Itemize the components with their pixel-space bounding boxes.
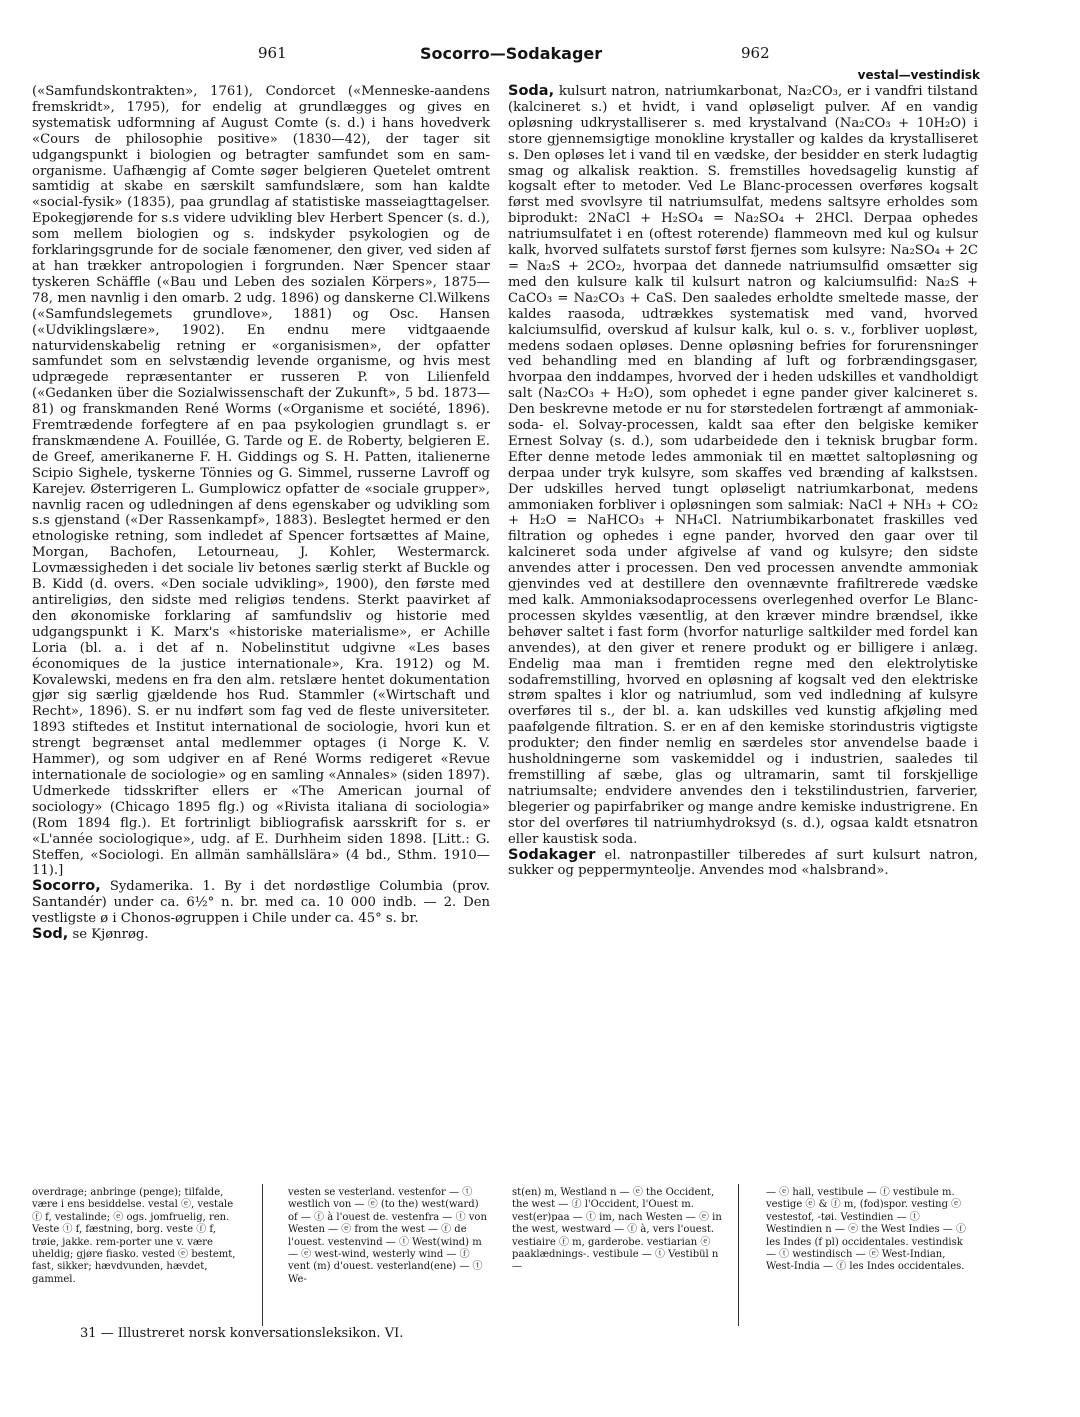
page-number-right: 962	[741, 44, 770, 62]
footer-divider	[262, 1184, 263, 1326]
headword-sod: Sod,	[32, 926, 69, 943]
headword-socorro: Socorro,	[32, 878, 101, 895]
headword-sodakager: Sodakager	[508, 846, 596, 863]
footer-col-4-text: — ⓔ hall, vestibule — ⓕ vestibule m. vestige ⓔ & ⓕ m, (fod)spor. vesting ⓔ vestestof, -tøi. Vestindien — ⓣ Westindien n — ⓔ the West Indies — ⓕ les Indes (f pl) occidentales. vestindisk — ⓣ westindisch — ⓔ West-Indian, West-India — ⓕ les Indes occidentales.	[766, 1187, 966, 1273]
entry-sodakager	[508, 848, 978, 880]
footer-col-1-text: overdrage; anbringe (penge); tilfalde, være i ens besiddelse. vestal ⓔ, vestale ⓕ f, vestalinde; ⓔ ogs. jomfruelig, ren. Veste ⓣ f, fæstning, borg. veste ⓕ f, trøie, jakke. rem-porter une v. være uheldig; gjøre fiasko. vested ⓔ bestemt, fast, sikker; hævdvunden, hævdet, gammel.	[32, 1187, 236, 1285]
entry-sodakager-text: el. natronpastiller tilberedes af surt kulsurt natron, sukker og peppermynteolje. Anvendes mod «halsbrand».	[508, 847, 978, 879]
page-number-left: 961	[258, 44, 287, 62]
entry-sod	[32, 927, 490, 943]
left-column	[32, 84, 490, 943]
entry-socorro-text: Sydamerika. 1. By i det nordøstlige Columbia (prov. Santandér) under ca. 6½° n. br. med ca. 10 000 indb. — 2. Den vestligste ø i Chonos-øgruppen i Chile under ca. 45° s. br.	[32, 879, 490, 927]
footer-col-3-text: st(en) m, Westland n — ⓔ the Occident, the west — ⓕ l'Occident, l'Ouest m. vest(er)paa — ⓣ im, nach Westen — ⓔ in the west, westward — ⓕ à, vers l'ouest. vestiaire ⓕ m, garderobe. vestiarian ⓔ paaklædnings-. vestibule — ⓣ Vestibül n —	[512, 1187, 722, 1273]
footer-dictionary-col-3	[512, 1187, 728, 1274]
page-title: Socorro—Sodakager	[420, 44, 603, 63]
footer-index-range: vestal—vestindisk	[857, 68, 980, 82]
footer-dictionary-col-2	[288, 1187, 488, 1286]
signature-line: 31 — Illustreret norsk konversationsleksikon. VI.	[80, 1326, 404, 1341]
footer-divider	[738, 1184, 739, 1326]
entry-soda-text: kulsurt natron, natriumkarbonat, Na₂CO₃, er i vandfri tilstand (kalcineret s.) et hvidt, i vand opløseligt pulver. Af en vandig opløsning udkrystalliserer s. med krystalvand (Na₂CO₃ + 10H₂O) i store gjennemsigtige monokline krystaller og kaldes da krystalliseret s. Den opløses let i vand til en vædske, der besidder en sterk ludagtig smag og alkalisk reaktion. S. fremstilles hovedsagelig kunstig af kogsalt efter to metoder. Ved Le Blanc-processen overføres kogsalt først med svovlsyre til natriumsulfat, medens saltsyre erholdes som biprodukt: 2NaCl + H₂SO₄ = Na₂SO₄ + 2HCl. Derpaa ophedes natriumsulfatet i en (oftest roterende) flammeovn med kul og kulsur kalk, hvorved sulfatets surstof først fjernes som kulsyre: Na₂SO₄ + 2C = Na₂S + 2CO₂, hvorpaa det dannede natriumsulfid omsætter sig med den kulsure kalk til kulsurt natron og kalciumsulfid: Na₂S + CaCO₃ = Na₂CO₃ + CaS. Den saaledes erholdte smeltede masse, der kaldes raasoda, udtrækkes systematisk med vand, hvorved kalciumsulfid, overskud af kulsur kalk, kul o. s. v., forbliver uopløst, medens sodaen opløses. Denne opløsning befries for forurensninger ved behandling med en blanding af luft og forbrændingsgaser, hvorpaa den inddampes, hvorved der i heden udskilles et vandholdigt salt (Na₂CO₃ + H₂O), som ophedet i egne pander giver kalcineret s. Den beskrevne metode er nu for størstedelen fortrængt af ammoniak-soda- el. Solvay-processen, kaldt saa efter den belgiske kemiker Ernest Solvay (s. d.), som udarbeidede den i teknisk brugbar form. Efter denne metode ledes ammoniak til en mættet saltopløsning og derpaa under tryk kulsyre, som skaffes ved brænding af kalkstsen. Der udskilles herved tungt opløseligt natriumkarbonat, medens ammoniaken forbliver i opløsningen som salmiak: NaCl + NH₃ + CO₂ + H₂O = NaHCO₃ + NH₄Cl. Natriumbikarbonatet fraskilles ved filtration og ophedes i egne pander, hvorved den gaar over til kalcineret soda under afgivelse af vand og kulsyre; den sidste anvendes atter i processen. Den ved processen anvendte ammoniak gjenvindes ved at destillere den ovennævnte frafiltrerede vædske med kalk. Ammoniaksodaprocessens overlegenhed overfor Le Blanc-processen skyldes væsentlig, at den kræver mindre brændsel, ikke behøver saltet i fast form (hvorfor naturlige saltkilder med fordel kan anvendes), at den giver et renere produkt og er billigere i anlæg. Endelig maa man i fremtiden regne med den elektrolytiske sodafremstilling, hvorved en opløsning af kogsalt ved den elektriske strøm spaltes i klor og natriumlud, som ved indledning af kulsyre overføres til s., der bl. a. kan udskilles ved kunstig afkjøling med paafølgende filtration. S. er en af den kemiske storindustris vigtigste produkter; den finder nemlig en særdeles stor anvendelse baade i husholdningerne som vaskemiddel og i industrien, saaledes til fremstilling af sæbe, glas og ultramarin, samt til forskjellige natriumsalte; endvidere anvendes den i tekstilindustrien, farverier, blegerier og papirfabriker og mange andre kemiske industrigrene. En stor del overføres til natriumhydroksyd (s. d.), ogsaa kaldt etsnatron eller kaustisk soda.	[508, 84, 978, 847]
entry-sod-text: se Kjønrøg.	[72, 927, 149, 943]
entry-soda	[508, 84, 978, 848]
sociology-paragraph: («Samfundskontrakten», 1761), Condorcet («Menneske-aandens fremskridt», 1795), for endelig at grundlægges og gives en systematisk udformning af August Comte (s. d.) i hans hovedverk «Cours de philosophie positive» (1830—42), der tager sit udgangspunkt i biologien og betragter samfundet som en sam-organisme. Uafhængig af Comte søger belgieren Quetelet omtrent samtidig at skabe en særskilt samfundslære, som han kaldte «social-fysik» (1835), paa grundlag af statistiske masseiagttagelser. Epokegjørende for s.s videre udvikling blev Herbert Spencer (s. d.), som mellem biologien og s. indskyder psykologien og de forklaringsgrunde for de sociale fænomener, den giver, ved siden af at han trækker antropologien i forgrunden. Nær Spencer staar tyskeren Schäffle («Bau und Leben des sozialen Körpers», 1875—78, men navnlig i den omarb. 2 udg. 1896) og danskerne Cl.Wilkens («Samfundslegemets grundlove», 1881) og Osc. Hansen («Udviklingslære», 1902). En endnu mere vidtgaaende naturvidenskabelig retning er «organisismen», der opfatter samfundet som en selvstændig levende organisme, og hvis mest udprægede repræsentanter er russeren P. von Lilienfeld («Gedanken über die Sozialwissenschaft der Zukunft», 5 bd. 1873—81) og franskmanden René Worms («Organisme et société, 1896). Fremtrædende forfegtere af en paa psykologien grundlagt s. er franskmændene A. Fouillée, G. Tarde og E. de Roberty, belgieren E. de Greef, amerikanerne F. H. Giddings og S. H. Patten, italienerne Scipio Sighele, tyskerne Tönnies og G. Simmel, russerne Lavroff og Karejev. Østerrigeren L. Gumplowicz opfatter de «sociale grupper», navnlig racen og udledningen af dens egenskaber og udvikling som s.s gjenstand («Der Rassenkampf», 1883). Beslegtet hermed er den etnologiske retning, som indledet af Spencer fortsættes af Maine, Morgan, Bachofen, Letourneau, J. Kohler, Westermarck. Lovmæssigheden i det sociale liv betones særlig sterkt af Buckle og B. Kidd (d. overs. «Den sociale udvikling», 1900), den første med antireligiøs, den sidste med religiøs tendens. Sterkt paavirket af den økonomiske forklaring af samfundsliv og historie med udgangspunkt i K. Marx's «historiske materialisme», er Achille Loria (bl. a. i det af n. Nobelinstitut udgivne «Les bases économiques de la justice internationale», Kra. 1912) og M. Kovalewski, medens en fra den alm. retslære hentet dokumentation gjør sig særlig gjældende hos Rud. Stammler («Wirtschaft und Recht», 1896). S. er nu indført som fag ved de fleste universiteter. 1893 stiftedes et Institut international de sociologie, hvori kun et strengt begrænset antal medlemmer optages (i Norge K. V. Hammer), og som udgiver en af René Worms redigeret «Revue internationale de sociologie» og en samling «Annales» (siden 1897). Udmerkede tidsskrifter ellers er «The American journal of sociology» (Chicago 1895 flg.) og «Rivista italiana di sociologia» (Rom 1894 flg.). Et fortrinligt bibliografisk aarsskrift for s. er «L'année sociologique», udg. af E. Durhheim siden 1898. [Litt.: G. Steffen, «Sociologi. En allmän samhällslära» (4 bd., Sthm. 1910—11).]	[32, 84, 490, 879]
footer-dictionary-col-4	[766, 1187, 972, 1274]
entry-socorro	[32, 879, 490, 927]
footer-dictionary-col-1	[32, 1187, 244, 1286]
headword-soda: Soda,	[508, 83, 555, 99]
footer-col-2-text: vesten se vesterland. vestenfor — ⓣ westlich von — ⓔ (to the) west(ward) of — ⓕ à l'ouest de. vestenfra — ⓣ von Westen — ⓔ from the west — ⓕ de l'ouest. vestenvind — ⓣ West(wind) m — ⓔ west-wind, westerly wind — ⓕ vent (m) d'ouest. vesterland(ene) — ⓣ We-	[288, 1187, 487, 1285]
right-column	[508, 84, 978, 879]
